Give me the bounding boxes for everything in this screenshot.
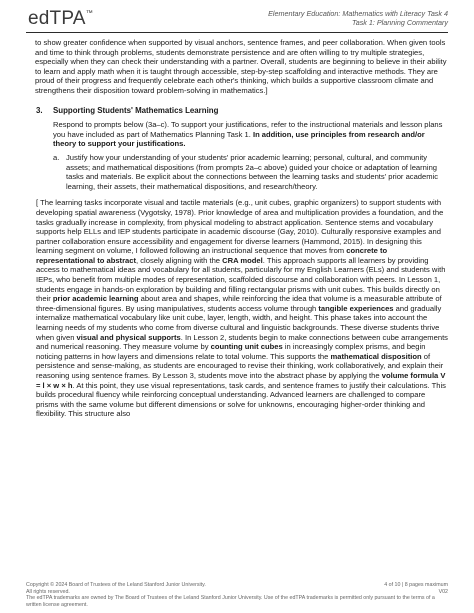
- header-title-line-2: Task 1: Planning Commentary: [351, 18, 448, 27]
- footer-rights-line: All rights reserved.: [26, 588, 70, 595]
- response-bold: counting unit cubes: [210, 342, 283, 352]
- response-bold: volume formula V = l × w × h: [36, 371, 446, 390]
- response-bold: tangible experiences: [318, 303, 394, 313]
- section-heading: [36, 106, 448, 116]
- response-text: . In Lesson 2, students begin to make connections between cube arrangements and numerical reasoning. They measure volume by: [36, 332, 448, 352]
- response-text: . At this point, they use visual representations, task cards, and sentence frames to justify their calculations. This builds procedural fluency while reinforcing conceptual understanding. Advanced learners are challenged to compare prisms with the same volume but different dimensions or solve for unknowns, encouraging higher-order thinking and flexibility. This structure also: [36, 380, 446, 419]
- edtpa-logo: [28, 8, 93, 30]
- instructions-bold-text: In addition, use principles from research and/or theory to support your justifications.: [53, 129, 425, 149]
- footer-version: V02: [438, 588, 448, 595]
- response-text: . This approach supports all learners by providing access to mathematical ideas and vocabulary for all students, particularly for my English Learners (ELs) and students with IEPs, who benefit from multiple modes of representation, scaffolded discourse and collaboration with peers. In Lesson 1, students engage in hands-on exploration by building and filling rectangular prisms with unit cubes. This builds directly on their: [36, 255, 446, 304]
- response-bold: prior academic learning: [52, 294, 139, 304]
- header-divider: [26, 32, 448, 33]
- prompt-a-label: a.: [53, 152, 60, 162]
- section-title: Supporting Students' Mathematics Learning: [53, 105, 219, 115]
- logo-trademark: ™: [85, 10, 93, 17]
- response-text: , closely aligning with the: [136, 255, 223, 265]
- footer-trademark-notice: The edTPA trademarks are owned by The Board of Trustees of the Leland Stanford Junior University. Use of the edTPA trademarks is permitted only pursuant to the terms of a written license agreement.: [26, 595, 435, 608]
- prompt-a: [53, 153, 448, 191]
- response-paragraph: [36, 198, 448, 419]
- instructions-text: Respond to prompts below (3a–c). To support your justifications, refer to the instructional materials and lesson plans you have included as part of Mathematics Planning Task 1.: [53, 120, 443, 139]
- response-text: and gradually internalize mathematical vocabulary like unit cube, layer, length, width, and height. This phase takes into account the learning needs of my students who come from diverse cultural and linguistic backgrounds. These diverse students thrive when given: [36, 303, 442, 342]
- footer-page-count: 4 of 10 | 8 pages maximum: [384, 582, 448, 588]
- response-text: in increasingly complex prisms, and begin noticing patterns in how layers and dimensions relate to total volume. This supports the: [36, 342, 426, 361]
- response-bold: mathematical disposition: [330, 351, 422, 361]
- section-instructions: [53, 120, 448, 149]
- section-number: 3.: [36, 105, 43, 115]
- response-bold: visual and physical supports: [76, 332, 181, 342]
- document-body: [26, 38, 448, 419]
- footer-page-info: [384, 582, 448, 595]
- document-header: [268, 9, 448, 27]
- response-text: about area and shapes, while reinforcing the idea that volume is a measurable attribute of three-dimensional figures. By using manipulatives, students access volume through: [36, 294, 442, 313]
- intro-paragraph: to show greater confidence when supported by visual anchors, sentence frames, and peer collaboration. When given tools and time to think through problems, students demonstrate persistence and are often willing to try multiple strategies, especially when they can check their understanding with a partner. Overall, students are beginning to believe in their ability to learn and apply math when it is taught through accessible, step-by-step scaffolding and interactive methods. They are proud of their progress and frequently celebrate each other's thinking, which builds a supportive classroom climate and strengthens their disposition toward problem-solving in mathematics.]: [35, 38, 447, 95]
- response-text: of persistence and sense-making, as students are encouraged to revise their thinking, work collaboratively, and explain their reasoning using sentence frames. By Lesson 3, students move into the abstract phase by applying the: [36, 351, 444, 380]
- document-footer: [26, 582, 448, 608]
- response-text: [ The learning tasks incorporate visual and tactile materials (e.g., unit cubes, graphic organizers) to support students with developing spatial awareness (Vygotsky, 1978). Prior knowledge of area and multiplication provides a foundation, and the tasks gradually increase in complexity, from physical modeling to abstract application. Sentence stems and vocabulary supports help ELLs and IEP students participate in academic discourse (Gay, 2010). Culturally responsive examples and partner collaboration ensure accessibility and engagement for diverse learners (Hammond, 2015). In designing this learning segment on volume, I followed following an instructional sequence that moves from: [36, 198, 444, 256]
- prompt-a-text: Justify how your understanding of your students' prior academic learning; personal, cultural, and community assets; and mathematical dispositions (from prompts 2a–c above) guided your choice or adaptation of learning tasks and materials. Be explicit about the connections between the learning tasks and students' prior academic learning, their assets, their mathematical dispositions, and research/theory.: [66, 152, 439, 191]
- response-bold: concrete to representational to abstract: [36, 246, 388, 265]
- response-bold: CRA model: [222, 255, 263, 265]
- logo-text: edTPA: [28, 8, 86, 29]
- footer-copyright-line: Copyright © 2024 Board of Trustees of the Leland Stanford Junior University.: [26, 582, 206, 588]
- header-title-line-1: Elementary Education: Mathematics with Literacy Task 4: [268, 9, 448, 18]
- footer-copyright: [26, 582, 206, 595]
